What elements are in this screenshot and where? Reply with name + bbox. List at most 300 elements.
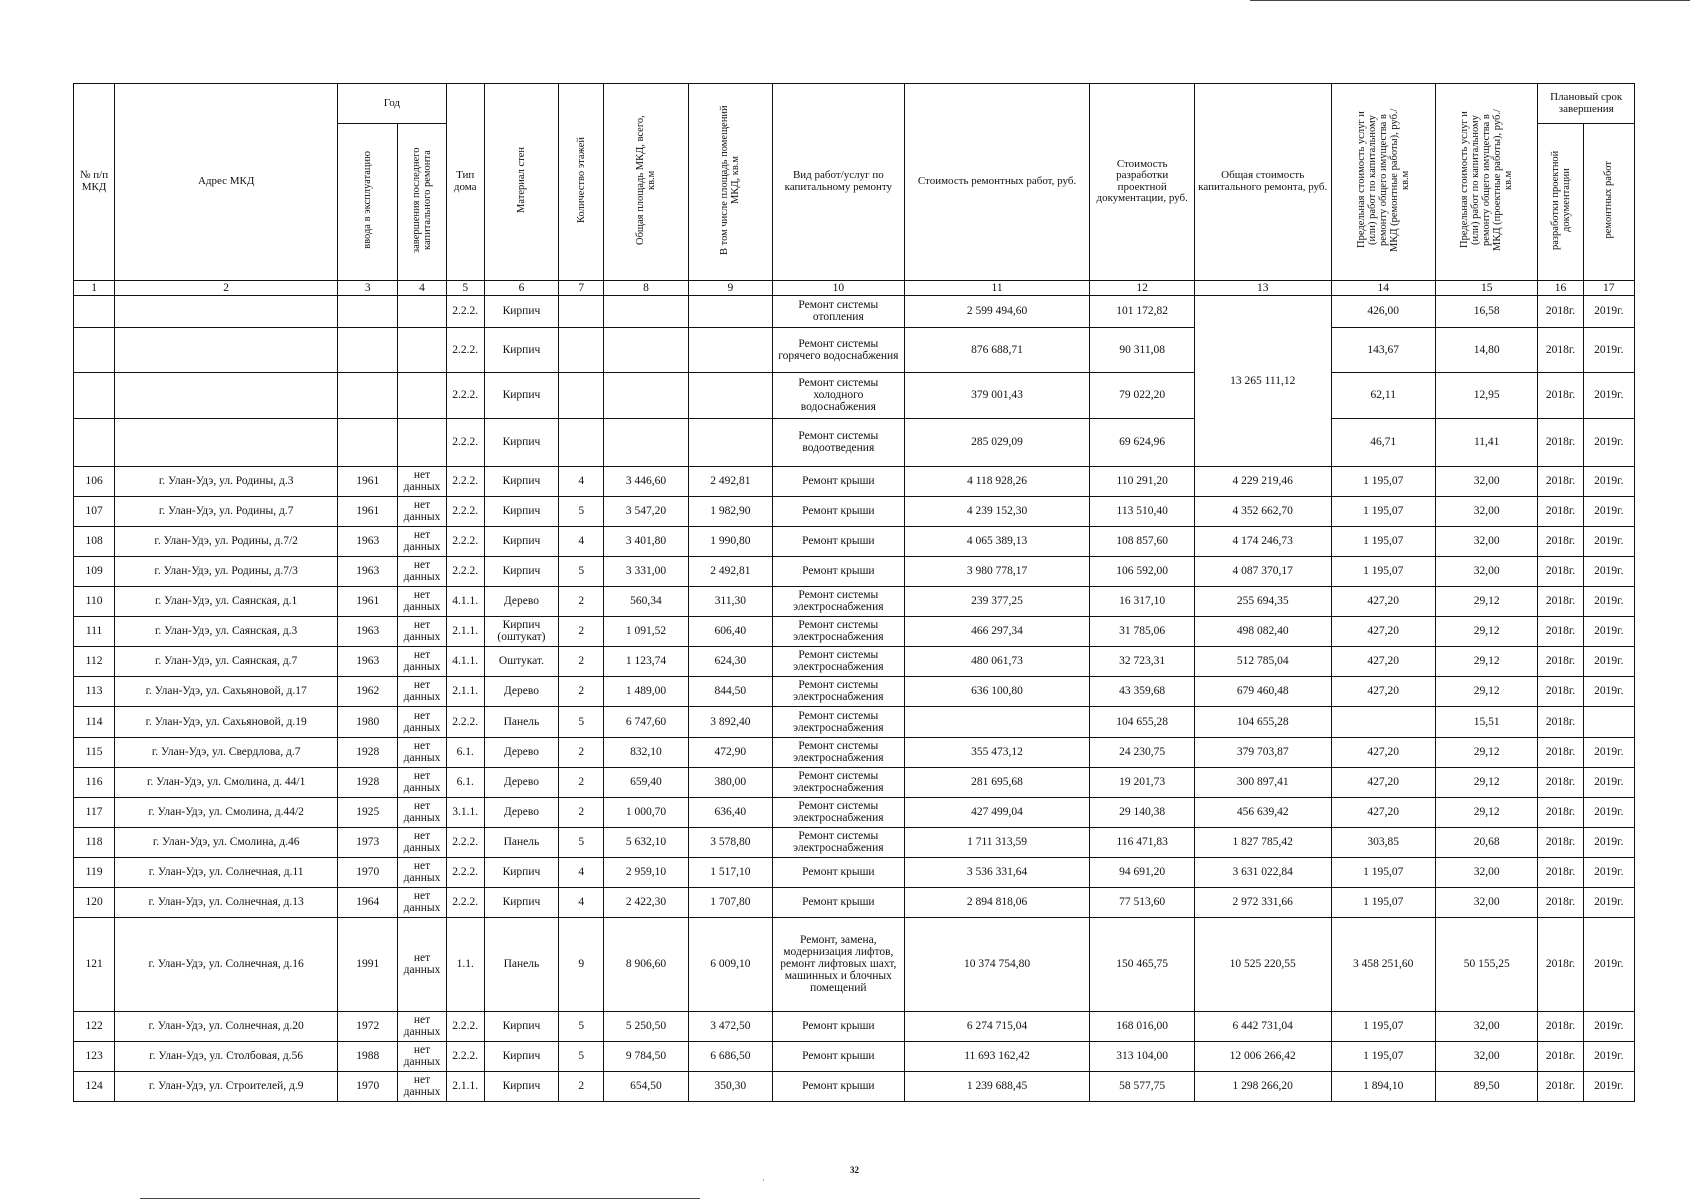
total-cost: 456 639,42: [1194, 797, 1331, 827]
repair-register-table: [73, 83, 1635, 1102]
work-type: Ремонт системы электроснабжения: [773, 676, 905, 706]
year-built: 1970: [338, 1071, 398, 1101]
plan-design: 2018г.: [1538, 797, 1583, 827]
year-built: 1963: [338, 616, 398, 646]
wall-material: Панель: [484, 917, 558, 1011]
house-type: 6.1.: [446, 737, 484, 767]
row-number: [74, 295, 115, 327]
floors: [559, 418, 604, 466]
year-last-repair: нет данных: [398, 1041, 446, 1071]
total-cost: 2 972 331,66: [1194, 887, 1331, 917]
plan-repair: 2019г.: [1583, 917, 1634, 1011]
area-premises: 624,30: [688, 646, 772, 676]
work-type: Ремонт крыши: [773, 1041, 905, 1071]
col-number: 10: [773, 280, 905, 295]
design-cost: 32 723,31: [1090, 646, 1194, 676]
work-type: Ремонт крыши: [773, 887, 905, 917]
year-last-repair: нет данных: [398, 737, 446, 767]
area-total: [604, 418, 688, 466]
limit-repair: 1 195,07: [1331, 556, 1435, 586]
row-number: 115: [74, 737, 115, 767]
year-built: 1925: [338, 797, 398, 827]
table-row: [74, 526, 1635, 556]
address: г. Улан-Удэ, ул. Смолина, д. 44/1: [115, 767, 338, 797]
row-number: 116: [74, 767, 115, 797]
limit-repair: 62,11: [1331, 372, 1435, 418]
wall-material: Панель: [484, 827, 558, 857]
repair-cost: 4 118 928,26: [904, 466, 1090, 496]
plan-repair: 2019г.: [1583, 1011, 1634, 1041]
area-total: 6 747,60: [604, 706, 688, 737]
limit-repair: 427,20: [1331, 676, 1435, 706]
house-type: 6.1.: [446, 767, 484, 797]
table-row: [74, 586, 1635, 616]
area-premises: 3 892,40: [688, 706, 772, 737]
table-row: [74, 1071, 1635, 1101]
plan-repair: 2019г.: [1583, 1071, 1634, 1101]
year-last-repair: нет данных: [398, 646, 446, 676]
table-row: [74, 616, 1635, 646]
year-last-repair: нет данных: [398, 586, 446, 616]
floors: 5: [559, 496, 604, 526]
plan-repair: 2019г.: [1583, 737, 1634, 767]
plan-repair: 2019г.: [1583, 676, 1634, 706]
year-built: 1964: [338, 887, 398, 917]
row-number: 111: [74, 616, 115, 646]
total-cost: 12 006 266,42: [1194, 1041, 1331, 1071]
plan-design: 2018г.: [1538, 556, 1583, 586]
plan-repair: 2019г.: [1583, 295, 1634, 327]
scan-artifact-top: [1250, 0, 1690, 1]
year-built: 1973: [338, 827, 398, 857]
limit-design: 15,51: [1435, 706, 1537, 737]
wall-material: Дерево: [484, 676, 558, 706]
col-number: 13: [1194, 280, 1331, 295]
table-row: [74, 418, 1635, 466]
limit-design: 12,95: [1435, 372, 1537, 418]
limit-design: 29,12: [1435, 616, 1537, 646]
design-cost: 94 691,20: [1090, 857, 1194, 887]
design-cost: 113 510,40: [1090, 496, 1194, 526]
year-built: 1961: [338, 466, 398, 496]
area-premises: 1 707,80: [688, 887, 772, 917]
table-row: [74, 646, 1635, 676]
table-row: [74, 917, 1635, 1011]
work-type: Ремонт системы электроснабжения: [773, 646, 905, 676]
year-built: 1980: [338, 706, 398, 737]
row-number: 124: [74, 1071, 115, 1101]
scan-dot: ·: [762, 1176, 765, 1185]
address: г. Улан-Удэ, ул. Родины, д.7/3: [115, 556, 338, 586]
limit-repair: 1 195,07: [1331, 887, 1435, 917]
work-type: Ремонт крыши: [773, 857, 905, 887]
limit-repair: 427,20: [1331, 646, 1435, 676]
column-numbers-row: [74, 280, 1635, 295]
col-number: 3: [338, 280, 398, 295]
wall-material: Кирпич: [484, 1071, 558, 1101]
year-built: 1963: [338, 646, 398, 676]
plan-design: 2018г.: [1538, 646, 1583, 676]
repair-cost: 10 374 754,80: [904, 917, 1090, 1011]
repair-cost: 4 239 152,30: [904, 496, 1090, 526]
repair-cost: 285 029,09: [904, 418, 1090, 466]
year-built: [338, 295, 398, 327]
limit-repair: 1 195,07: [1331, 526, 1435, 556]
page-number: 32: [850, 1165, 859, 1175]
header-plan: Плановый срок завершения: [1538, 84, 1635, 124]
address: г. Улан-Удэ, ул. Родины, д.3: [115, 466, 338, 496]
plan-design: 2018г.: [1538, 1071, 1583, 1101]
design-cost: 77 513,60: [1090, 887, 1194, 917]
house-type: 2.2.2.: [446, 827, 484, 857]
row-number: 120: [74, 887, 115, 917]
area-total: [604, 372, 688, 418]
area-premises: [688, 327, 772, 372]
area-premises: 311,30: [688, 586, 772, 616]
limit-repair: [1331, 706, 1435, 737]
repair-cost: 11 693 162,42: [904, 1041, 1090, 1071]
repair-cost: 281 695,68: [904, 767, 1090, 797]
area-premises: 844,50: [688, 676, 772, 706]
wall-material: Дерево: [484, 737, 558, 767]
area-total: [604, 327, 688, 372]
table-row: [74, 676, 1635, 706]
area-premises: [688, 418, 772, 466]
total-cost: 512 785,04: [1194, 646, 1331, 676]
house-type: 2.1.1.: [446, 1071, 484, 1101]
year-built: 1961: [338, 496, 398, 526]
area-total: 832,10: [604, 737, 688, 767]
row-number: 112: [74, 646, 115, 676]
plan-repair: 2019г.: [1583, 767, 1634, 797]
area-total: 659,40: [604, 767, 688, 797]
house-type: 4.1.1.: [446, 646, 484, 676]
address: г. Улан-Удэ, ул. Сахьяновой, д.17: [115, 676, 338, 706]
limit-repair: 426,00: [1331, 295, 1435, 327]
wall-material: Дерево: [484, 767, 558, 797]
col-number: 11: [904, 280, 1090, 295]
row-number: [74, 418, 115, 466]
plan-repair: 2019г.: [1583, 887, 1634, 917]
total-cost: 379 703,87: [1194, 737, 1331, 767]
total-cost: 4 352 662,70: [1194, 496, 1331, 526]
address: г. Улан-Удэ, ул. Строителей, д.9: [115, 1071, 338, 1101]
col-number: 12: [1090, 280, 1194, 295]
work-type: Ремонт системы горячего водоснабжения: [773, 327, 905, 372]
area-premises: 1 990,80: [688, 526, 772, 556]
limit-repair: 427,20: [1331, 767, 1435, 797]
plan-repair: 2019г.: [1583, 372, 1634, 418]
table-row: [74, 327, 1635, 372]
plan-repair: 2019г.: [1583, 556, 1634, 586]
area-premises: 3 472,50: [688, 1011, 772, 1041]
year-last-repair: нет данных: [398, 887, 446, 917]
address: [115, 327, 338, 372]
plan-design: 2018г.: [1538, 496, 1583, 526]
wall-material: Кирпич: [484, 1011, 558, 1041]
design-cost: 31 785,06: [1090, 616, 1194, 646]
area-premises: 1 517,10: [688, 857, 772, 887]
limit-repair: 427,20: [1331, 737, 1435, 767]
address: [115, 372, 338, 418]
wall-material: Кирпич: [484, 327, 558, 372]
repair-cost: 4 065 389,13: [904, 526, 1090, 556]
repair-cost: 6 274 715,04: [904, 1011, 1090, 1041]
address: г. Улан-Удэ, ул. Свердлова, д.7: [115, 737, 338, 767]
plan-design: 2018г.: [1538, 767, 1583, 797]
limit-design: 29,12: [1435, 797, 1537, 827]
floors: 2: [559, 767, 604, 797]
table-row: [74, 496, 1635, 526]
area-total: 2 422,30: [604, 887, 688, 917]
floors: 9: [559, 917, 604, 1011]
house-type: 2.2.2.: [446, 857, 484, 887]
repair-cost: 239 377,25: [904, 586, 1090, 616]
area-premises: 380,00: [688, 767, 772, 797]
floors: 4: [559, 857, 604, 887]
area-total: [604, 295, 688, 327]
house-type: 2.2.2.: [446, 372, 484, 418]
design-cost: 168 016,00: [1090, 1011, 1194, 1041]
table-row: [74, 466, 1635, 496]
floors: 5: [559, 827, 604, 857]
total-cost: 255 694,35: [1194, 586, 1331, 616]
year-last-repair: нет данных: [398, 797, 446, 827]
repair-cost: [904, 706, 1090, 737]
total-cost: 4 087 370,17: [1194, 556, 1331, 586]
area-premises: 6 686,50: [688, 1041, 772, 1071]
table-row: [74, 737, 1635, 767]
header-repair-cost: Стоимость ремонтных работ, руб.: [904, 84, 1090, 281]
header-material: Материал стен: [484, 84, 558, 281]
limit-design: 50 155,25: [1435, 917, 1537, 1011]
row-number: 114: [74, 706, 115, 737]
house-type: 2.1.1.: [446, 616, 484, 646]
work-type: Ремонт системы водоотведения: [773, 418, 905, 466]
year-built: 1962: [338, 676, 398, 706]
limit-repair: 303,85: [1331, 827, 1435, 857]
header-num: № п/п МКД: [74, 84, 115, 281]
work-type: Ремонт системы электроснабжения: [773, 586, 905, 616]
area-total: 3 446,60: [604, 466, 688, 496]
year-last-repair: нет данных: [398, 466, 446, 496]
floors: 2: [559, 1071, 604, 1101]
header-total-cost: Общая стоимость капитального ремонта, руб.: [1194, 84, 1331, 281]
repair-cost: 466 297,34: [904, 616, 1090, 646]
work-type: Ремонт системы электроснабжения: [773, 737, 905, 767]
plan-design: 2018г.: [1538, 857, 1583, 887]
floors: 2: [559, 586, 604, 616]
plan-design: 2018г.: [1538, 418, 1583, 466]
table-row: [74, 1041, 1635, 1071]
address: г. Улан-Удэ, ул. Родины, д.7/2: [115, 526, 338, 556]
plan-repair: 2019г.: [1583, 646, 1634, 676]
area-total: 3 547,20: [604, 496, 688, 526]
work-type: Ремонт системы холодного водоснабжения: [773, 372, 905, 418]
year-last-repair: нет данных: [398, 676, 446, 706]
plan-repair: 2019г.: [1583, 827, 1634, 857]
address: [115, 418, 338, 466]
total-cost: 300 897,41: [1194, 767, 1331, 797]
work-type: Ремонт системы электроснабжения: [773, 616, 905, 646]
address: г. Улан-Удэ, ул. Сахьяновой, д.19: [115, 706, 338, 737]
total-cost: 1 827 785,42: [1194, 827, 1331, 857]
area-premises: 636,40: [688, 797, 772, 827]
house-type: 2.2.2.: [446, 526, 484, 556]
year-last-repair: нет данных: [398, 496, 446, 526]
work-type: Ремонт крыши: [773, 496, 905, 526]
year-last-repair: нет данных: [398, 767, 446, 797]
address: г. Улан-Удэ, ул. Солнечная, д.16: [115, 917, 338, 1011]
floors: 5: [559, 556, 604, 586]
limit-repair: 46,71: [1331, 418, 1435, 466]
wall-material: Кирпич: [484, 556, 558, 586]
limit-design: 29,12: [1435, 767, 1537, 797]
address: г. Улан-Удэ, ул. Столбовая, д.56: [115, 1041, 338, 1071]
table-row: [74, 295, 1635, 327]
area-total: 5 250,50: [604, 1011, 688, 1041]
address: г. Улан-Удэ, ул. Солнечная, д.20: [115, 1011, 338, 1041]
house-type: 2.2.2.: [446, 496, 484, 526]
row-number: 107: [74, 496, 115, 526]
table-row: [74, 767, 1635, 797]
plan-design: 2018г.: [1538, 526, 1583, 556]
col-number: 15: [1435, 280, 1537, 295]
work-type: Ремонт крыши: [773, 1071, 905, 1101]
table-body: [74, 295, 1635, 1101]
design-cost: 110 291,20: [1090, 466, 1194, 496]
header-area-premises: В том числе площадь помещений МКД, кв.м: [688, 84, 772, 281]
header-year-in: ввода в эксплуатацию: [338, 124, 398, 281]
wall-material: Дерево: [484, 797, 558, 827]
year-last-repair: нет данных: [398, 616, 446, 646]
year-last-repair: [398, 372, 446, 418]
repair-cost: 2 894 818,06: [904, 887, 1090, 917]
house-type: 2.2.2.: [446, 1011, 484, 1041]
header-work: Вид работ/услуг по капитальному ремонту: [773, 84, 905, 281]
year-built: 1963: [338, 526, 398, 556]
year-last-repair: нет данных: [398, 827, 446, 857]
area-premises: 3 578,80: [688, 827, 772, 857]
limit-repair: 143,67: [1331, 327, 1435, 372]
area-total: 8 906,60: [604, 917, 688, 1011]
floors: [559, 295, 604, 327]
work-type: Ремонт системы электроснабжения: [773, 827, 905, 857]
plan-design: 2018г.: [1538, 1011, 1583, 1041]
table-row: [74, 827, 1635, 857]
col-number: 17: [1583, 280, 1634, 295]
header-floors: Количество этажей: [559, 84, 604, 281]
wall-material: Кирпич: [484, 418, 558, 466]
col-number: 4: [398, 280, 446, 295]
floors: 5: [559, 1011, 604, 1041]
area-premises: 350,30: [688, 1071, 772, 1101]
scan-artifact-bottom: [140, 1198, 700, 1199]
limit-design: 32,00: [1435, 857, 1537, 887]
total-cost: 4 174 246,73: [1194, 526, 1331, 556]
area-total: 1 091,52: [604, 616, 688, 646]
plan-repair: [1583, 706, 1634, 737]
table-row: [74, 857, 1635, 887]
table-row: [74, 797, 1635, 827]
floors: [559, 372, 604, 418]
limit-design: 32,00: [1435, 1041, 1537, 1071]
area-total: 1 123,74: [604, 646, 688, 676]
header-design-cost: Стоимость разработки проектной документации, руб.: [1090, 84, 1194, 281]
limit-design: 29,12: [1435, 646, 1537, 676]
plan-repair: 2019г.: [1583, 586, 1634, 616]
design-cost: 43 359,68: [1090, 676, 1194, 706]
floors: 2: [559, 616, 604, 646]
design-cost: 106 592,00: [1090, 556, 1194, 586]
address: [115, 295, 338, 327]
repair-cost: 1 239 688,45: [904, 1071, 1090, 1101]
limit-design: 32,00: [1435, 887, 1537, 917]
col-number: 16: [1538, 280, 1583, 295]
limit-repair: 1 195,07: [1331, 1011, 1435, 1041]
header-plan-repair: ремонтных работ: [1583, 124, 1634, 281]
floors: 2: [559, 797, 604, 827]
col-number: 14: [1331, 280, 1435, 295]
area-total: 9 784,50: [604, 1041, 688, 1071]
col-number: 9: [688, 280, 772, 295]
year-built: 1928: [338, 737, 398, 767]
year-last-repair: нет данных: [398, 556, 446, 586]
limit-design: 32,00: [1435, 496, 1537, 526]
house-type: 1.1.: [446, 917, 484, 1011]
house-type: 2.2.2.: [446, 556, 484, 586]
work-type: Ремонт крыши: [773, 556, 905, 586]
limit-design: 32,00: [1435, 526, 1537, 556]
wall-material: Кирпич (оштукат): [484, 616, 558, 646]
limit-repair: 1 195,07: [1331, 496, 1435, 526]
plan-design: 2018г.: [1538, 887, 1583, 917]
year-built: [338, 327, 398, 372]
limit-repair: 3 458 251,60: [1331, 917, 1435, 1011]
repair-cost: 1 711 313,59: [904, 827, 1090, 857]
area-total: 3 331,00: [604, 556, 688, 586]
limit-design: 32,00: [1435, 466, 1537, 496]
plan-repair: 2019г.: [1583, 327, 1634, 372]
design-cost: 313 104,00: [1090, 1041, 1194, 1071]
plan-design: 2018г.: [1538, 616, 1583, 646]
house-type: 4.1.1.: [446, 586, 484, 616]
year-last-repair: нет данных: [398, 857, 446, 887]
area-total: 654,50: [604, 1071, 688, 1101]
plan-design: 2018г.: [1538, 466, 1583, 496]
area-total: 2 959,10: [604, 857, 688, 887]
row-number: 122: [74, 1011, 115, 1041]
limit-design: 32,00: [1435, 1011, 1537, 1041]
year-last-repair: нет данных: [398, 1011, 446, 1041]
year-last-repair: [398, 327, 446, 372]
year-last-repair: нет данных: [398, 917, 446, 1011]
repair-cost: 876 688,71: [904, 327, 1090, 372]
design-cost: 101 172,82: [1090, 295, 1194, 327]
address: г. Улан-Удэ, ул. Саянская, д.3: [115, 616, 338, 646]
plan-design: 2018г.: [1538, 706, 1583, 737]
work-type: Ремонт системы отопления: [773, 295, 905, 327]
design-cost: 19 201,73: [1090, 767, 1194, 797]
col-number: 1: [74, 280, 115, 295]
row-number: 106: [74, 466, 115, 496]
area-premises: 606,40: [688, 616, 772, 646]
row-number: 110: [74, 586, 115, 616]
plan-repair: 2019г.: [1583, 466, 1634, 496]
col-number: 2: [115, 280, 338, 295]
repair-cost: 427 499,04: [904, 797, 1090, 827]
total-cost: 498 082,40: [1194, 616, 1331, 646]
